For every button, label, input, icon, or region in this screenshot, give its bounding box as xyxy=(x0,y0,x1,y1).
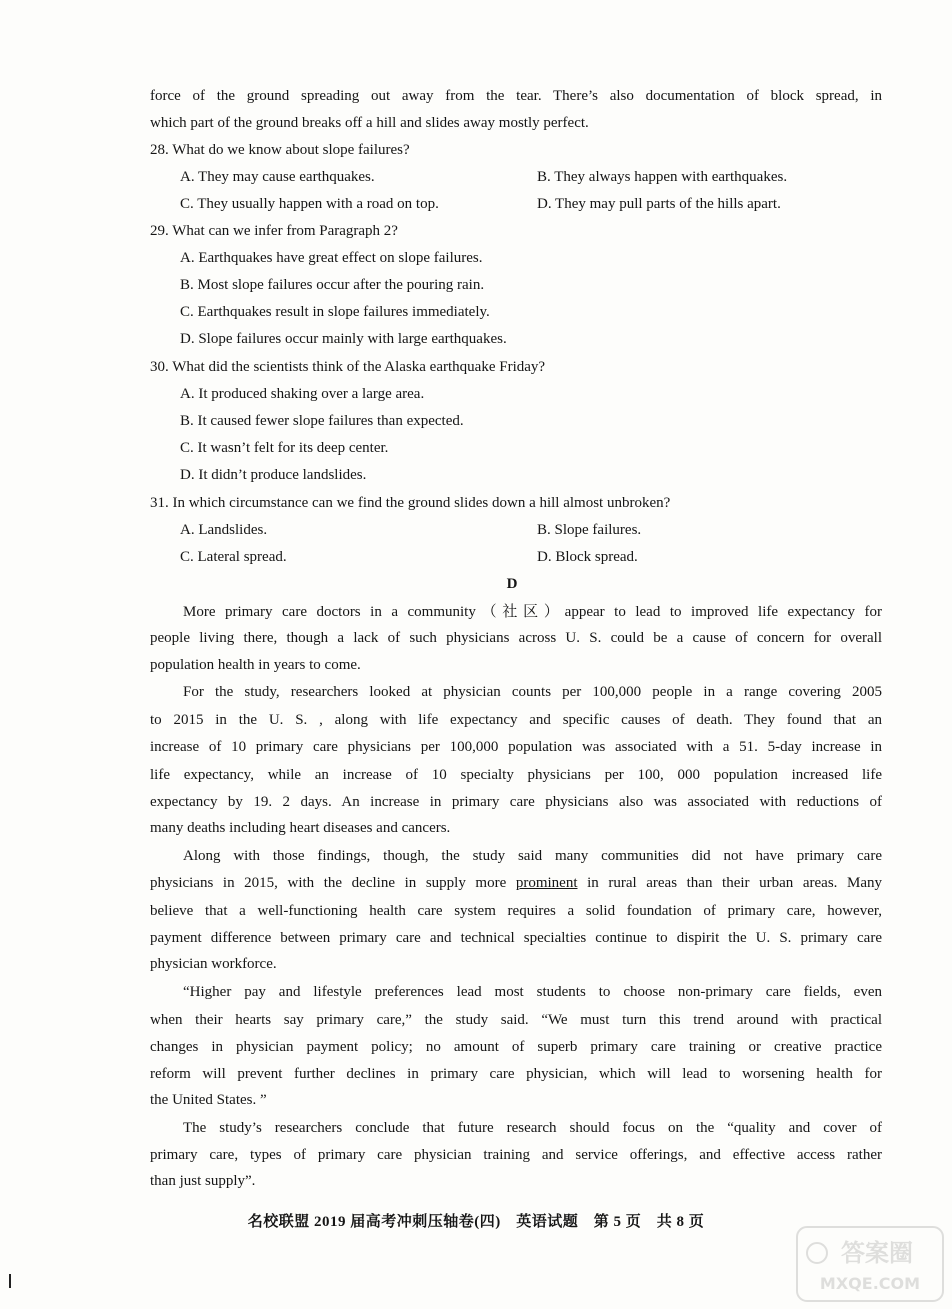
question-30-option-b: B. It caused fewer slope failures than expected. xyxy=(180,413,464,429)
question-29-option-b: B. Most slope failures occur after the pouring rain. xyxy=(180,277,485,293)
question-31-stem: 31. In which circumstance can we find the ground slides down a hill almost unbroken? xyxy=(150,495,671,511)
underlined-word: prominent xyxy=(515,875,578,891)
paragraph-line: the United States. ” xyxy=(150,1092,267,1108)
question-31-option-d: D. Block spread. xyxy=(537,549,638,565)
question-28-option-c: C. They usually happen with a road on top. xyxy=(180,196,439,212)
question-28-option-d: D. They may pull parts of the hills apart. xyxy=(537,196,781,212)
passage-c-line: force of the ground spreading out away from the tear. There’s also documentation of block spread, in xyxy=(150,88,882,104)
question-31-option-b: B. Slope failures. xyxy=(537,522,642,538)
paragraph-line: expectancy by 19. 2 days. An increase in primary care physicians also was associated with reductions of xyxy=(150,794,882,810)
paragraph-line: life expectancy, while an increase of 10 specialty physicians per 100, 000 population increased life xyxy=(150,767,882,783)
paragraph-line: “Higher pay and lifestyle preferences lead most students to choose non-primary care fields, even xyxy=(183,984,882,1000)
question-28-option-b: B. They always happen with earthquakes. xyxy=(537,169,788,185)
paragraph-line: Along with those findings, though, the study said many communities did not have primary care xyxy=(183,848,882,864)
paragraph-line: The study’s researchers conclude that future research should focus on the “quality and cover of xyxy=(183,1120,882,1136)
question-29-option-c: C. Earthquakes result in slope failures immediately. xyxy=(180,304,490,320)
paragraph-line xyxy=(150,873,882,893)
question-28-stem: 28. What do we know about slope failures? xyxy=(150,142,410,158)
question-30-option-a: A. It produced shaking over a large area. xyxy=(180,386,425,402)
paragraph-line: believe that a well-functioning health care system requires a solid foundation of primary care, however, xyxy=(150,903,882,919)
paragraph-line: primary care, types of primary care physician training and service offerings, and effective access rather xyxy=(150,1147,882,1163)
paragraph-line: increase of 10 primary care physicians per 100,000 population was associated with a 51. 5-day increase in xyxy=(150,739,882,755)
section-heading: D xyxy=(506,576,518,592)
paragraph-line: More primary care doctors in a community（社区）appear to lead to improved life expectancy for xyxy=(183,604,882,620)
question-29-option-d: D. Slope failures occur mainly with large earthquakes. xyxy=(180,331,507,347)
paragraph-text: in rural areas than their urban areas. Many xyxy=(587,875,883,891)
paragraph-line: payment difference between primary care and technical specialties continue to dispirit the U. S. primary care xyxy=(150,930,882,946)
paragraph-line: reform will prevent further declines in primary care physician, which will lead to worsening health for xyxy=(150,1066,882,1082)
question-28-option-a: A. They may cause earthquakes. xyxy=(180,169,375,185)
paragraph-line: physician workforce. xyxy=(150,956,277,972)
question-31-option-c: C. Lateral spread. xyxy=(180,549,287,565)
page-footer: 名校联盟 2019 届高考冲刺压轴卷(四) 英语试题 第 5 页 共 8 页 xyxy=(247,1214,705,1230)
paragraph-text: physicians in 2015, with the decline in supply more xyxy=(150,875,507,891)
svg-text:MXQE.COM: MXQE.COM xyxy=(819,1274,921,1293)
margin-mark xyxy=(9,1274,11,1288)
question-31-option-a: A. Landslides. xyxy=(180,522,268,538)
question-30-stem: 30. What did the scientists think of the Alaska earthquake Friday? xyxy=(150,359,546,375)
paragraph-line: changes in physician payment policy; no amount of superb primary care training or creative practice xyxy=(150,1039,882,1055)
paragraph-line: when their hearts say primary care,” the study said. “We must turn this trend around with practical xyxy=(150,1012,882,1028)
paragraph-line: people living there, though a lack of such physicians across U. S. could be a cause of concern for overall xyxy=(150,630,882,646)
paragraph-line: than just supply”. xyxy=(150,1173,256,1189)
passage-c-line: which part of the ground breaks off a hill and slides away mostly perfect. xyxy=(150,115,589,131)
paragraph-line: to 2015 in the U. S. , along with life expectancy and specific causes of death. They found that an xyxy=(150,712,882,728)
question-30-option-d: D. It didn’t produce landslides. xyxy=(180,467,367,483)
question-29-option-a: A. Earthquakes have great effect on slope failures. xyxy=(180,250,483,266)
question-29-stem: 29. What can we infer from Paragraph 2? xyxy=(150,223,398,239)
svg-text:答案圈: 答案圈 xyxy=(841,1239,913,1267)
question-30-option-c: C. It wasn’t felt for its deep center. xyxy=(180,440,389,456)
paragraph-line: population health in years to come. xyxy=(150,657,361,673)
watermark-logo xyxy=(795,1225,945,1303)
paragraph-line: many deaths including heart diseases and cancers. xyxy=(150,820,451,836)
paragraph-line: For the study, researchers looked at physician counts per 100,000 people in a range covering 2005 xyxy=(183,684,882,700)
